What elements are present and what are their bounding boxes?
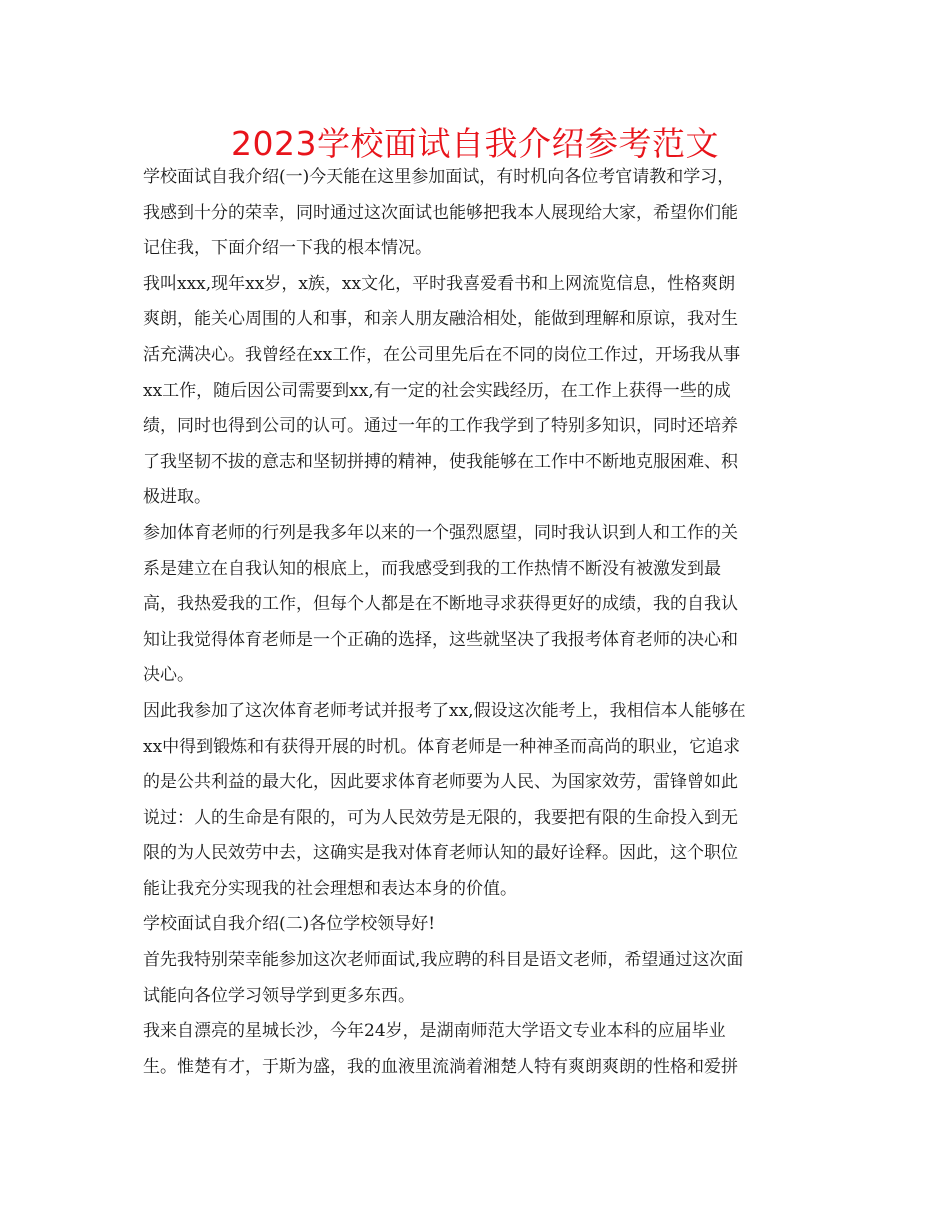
body-line: 说过：人的生命是有限的，可为人民效劳是无限的，我要把有限的生命投入到无 bbox=[143, 807, 738, 828]
body-line: 系是建立在自我认知的根底上，而我感受到我的工作热情不断没有被激发到最 bbox=[143, 558, 721, 579]
body-line: 能让我充分实现我的社会理想和表达本身的价值。 bbox=[143, 878, 517, 899]
body-line: 我叫xxx,现年xx岁，x族，xx文化，平时我喜爱看书和上网流览信息，性格爽朗 bbox=[143, 273, 736, 294]
body-line: 首先我特别荣幸能参加这次老师面试,我应聘的科目是语文老师，希望通过这次面 bbox=[143, 950, 744, 971]
body-line: 参加体育老师的行列是我多年以来的一个强烈愿望，同时我认识到人和工作的关 bbox=[143, 522, 738, 543]
body-line: 记住我，下面介绍一下我的根本情况。 bbox=[143, 238, 432, 259]
body-line: 极进取。 bbox=[143, 487, 211, 508]
body-line: xx中得到锻炼和有获得开展的时机。体育老师是一种神圣而高尚的职业，它追求 bbox=[143, 736, 741, 757]
body-line: 因此我参加了这次体育老师考试并报考了xx,假设这次能考上，我相信本人能够在 bbox=[143, 700, 746, 721]
body-line: 爽朗，能关心周围的人和事，和亲人朋友融洽相处，能做到理解和原谅，我对生 bbox=[143, 309, 738, 330]
body-line: 我感到十分的荣幸，同时通过这次面试也能够把我本人展现给大家，希望你们能 bbox=[143, 202, 738, 223]
document-body bbox=[143, 160, 815, 1085]
body-line: 活充满决心。我曾经在xx工作，在公司里先后在不同的岗位工作过，开场我从事 bbox=[143, 344, 741, 365]
body-line: 学校面试自我介绍(一)今天能在这里参加面试，有时机向各位考官请教和学习， bbox=[143, 167, 735, 187]
body-line: 试能向各位学习领导学到更多东西。 bbox=[143, 985, 415, 1006]
body-line: 学校面试自我介绍(二)各位学校领导好! bbox=[143, 914, 436, 935]
body-line: 我来自漂亮的星城长沙，今年24岁，是湖南师范大学语文专业本科的应届毕业 bbox=[143, 1021, 726, 1042]
body-line: 高，我热爱我的工作，但每个人都是在不断地寻求获得更好的成绩，我的自我认 bbox=[143, 594, 738, 615]
body-line: xx工作，随后因公司需要到xx,有一定的社会实践经历，在工作上获得一些的成 bbox=[143, 380, 731, 401]
body-line: 决心。 bbox=[143, 665, 194, 686]
body-line: 的是公共利益的最大化，因此要求体育老师要为人民、为国家效劳，雷锋曾如此 bbox=[143, 772, 738, 793]
body-line: 限的为人民效劳中去，这确实是我对体育老师认知的最好诠释。因此，这个职位 bbox=[143, 843, 738, 864]
body-line: 知让我觉得体育老师是一个正确的选择，这些就坚决了我报考体育老师的决心和 bbox=[143, 629, 738, 650]
document-title: 2023学校面试自我介绍参考范文 bbox=[231, 124, 719, 163]
body-line: 了我坚韧不拔的意志和坚韧拼搏的精神，使我能够在工作中不断地克服困难、积 bbox=[143, 451, 738, 472]
body-line: 生。惟楚有才，于斯为盛，我的血液里流淌着湘楚人特有爽朗爽朗的性格和爱拼 bbox=[143, 1056, 738, 1077]
body-line: 绩，同时也得到公司的认可。通过一年的工作我学到了特别多知识，同时还培养 bbox=[143, 416, 738, 437]
